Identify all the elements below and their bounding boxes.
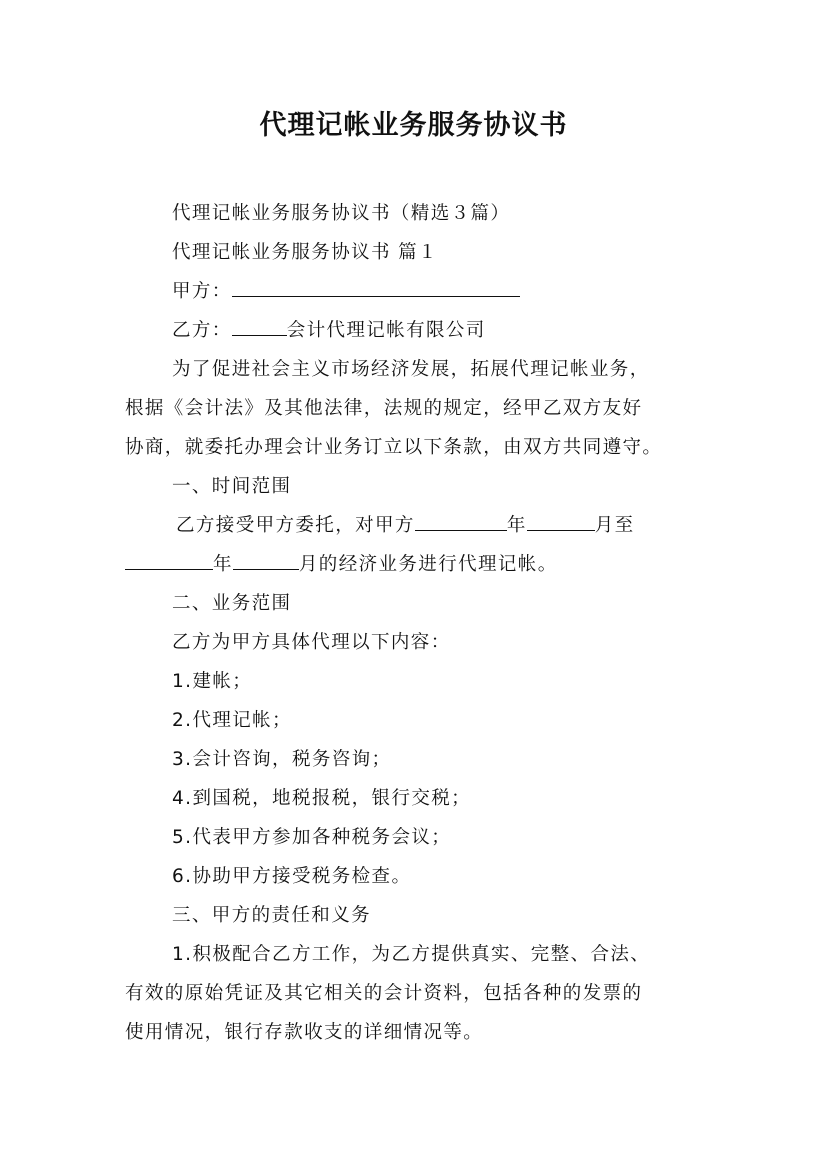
month-to-label: 月至 <box>594 515 635 536</box>
section-heading-time-range: 一、时间范围 <box>172 476 292 497</box>
duty-paragraph-line-2: 有效的原始凭证及其它相关的会计资料，包括各种的发票的 <box>125 983 643 1004</box>
end-month-blank <box>233 547 299 570</box>
section-heading-business-scope: 二、业务范围 <box>172 593 292 614</box>
year-label-2: 年 <box>213 554 233 575</box>
section-heading-party-a-duties: 三、甲方的责任和义务 <box>172 905 372 926</box>
paragraph-intro-line-2: 根据《会计法》及其他法律，法规的规定，经甲乙双方友好 <box>125 398 643 419</box>
start-month-blank <box>527 508 595 531</box>
list-item-1: 1.建帐； <box>172 671 253 692</box>
party-a-blank <box>232 274 520 297</box>
time-range-text-1: 乙方接受甲方委托，对甲方 <box>176 515 415 536</box>
list-item-4: 4.到国税，地税报税，银行交税； <box>172 788 472 809</box>
business-scope-intro: 乙方为甲方具体代理以下内容： <box>172 632 451 653</box>
party-b-line <box>172 311 762 350</box>
list-item-3: 3.会计咨询，税务咨询； <box>172 749 392 770</box>
time-range-line-1 <box>176 506 766 545</box>
party-b-label: 乙方： <box>172 320 232 341</box>
end-year-blank <box>125 547 213 570</box>
party-b-blank <box>232 313 287 336</box>
party-b-company: 会计代理记帐有限公司 <box>286 320 486 341</box>
duty-paragraph-line-1: 1.积极配合乙方工作，为乙方提供真实、完整、合法、 <box>172 944 651 965</box>
party-a-line <box>172 272 762 311</box>
year-label-1: 年 <box>506 515 527 536</box>
list-item-5: 5.代表甲方参加各种税务会议； <box>172 827 452 848</box>
duty-paragraph-line-3: 使用情况，银行存款收支的详细情况等。 <box>125 1022 484 1043</box>
party-a-label: 甲方： <box>172 281 232 302</box>
time-range-text-2: 月的经济业务进行代理记帐。 <box>298 554 558 575</box>
paragraph-intro-line-1: 为了促进社会主义市场经济发展，拓展代理记帐业务， <box>172 359 650 380</box>
paragraph-section-heading: 代理记帐业务服务协议书 篇１ <box>172 242 438 263</box>
time-range-line-2 <box>125 545 715 584</box>
list-item-6: 6.协助甲方接受税务检查。 <box>172 866 412 887</box>
start-year-blank <box>415 508 507 531</box>
list-item-2: 2.代理记帐； <box>172 710 292 731</box>
document-title: 代理记帐业务服务协议书 <box>259 110 568 141</box>
paragraph-subtitle: 代理记帐业务服务协议书（精选３篇） <box>172 203 511 224</box>
paragraph-intro-line-3: 协商，就委托办理会计业务订立以下条款，由双方共同遵守。 <box>125 437 663 458</box>
